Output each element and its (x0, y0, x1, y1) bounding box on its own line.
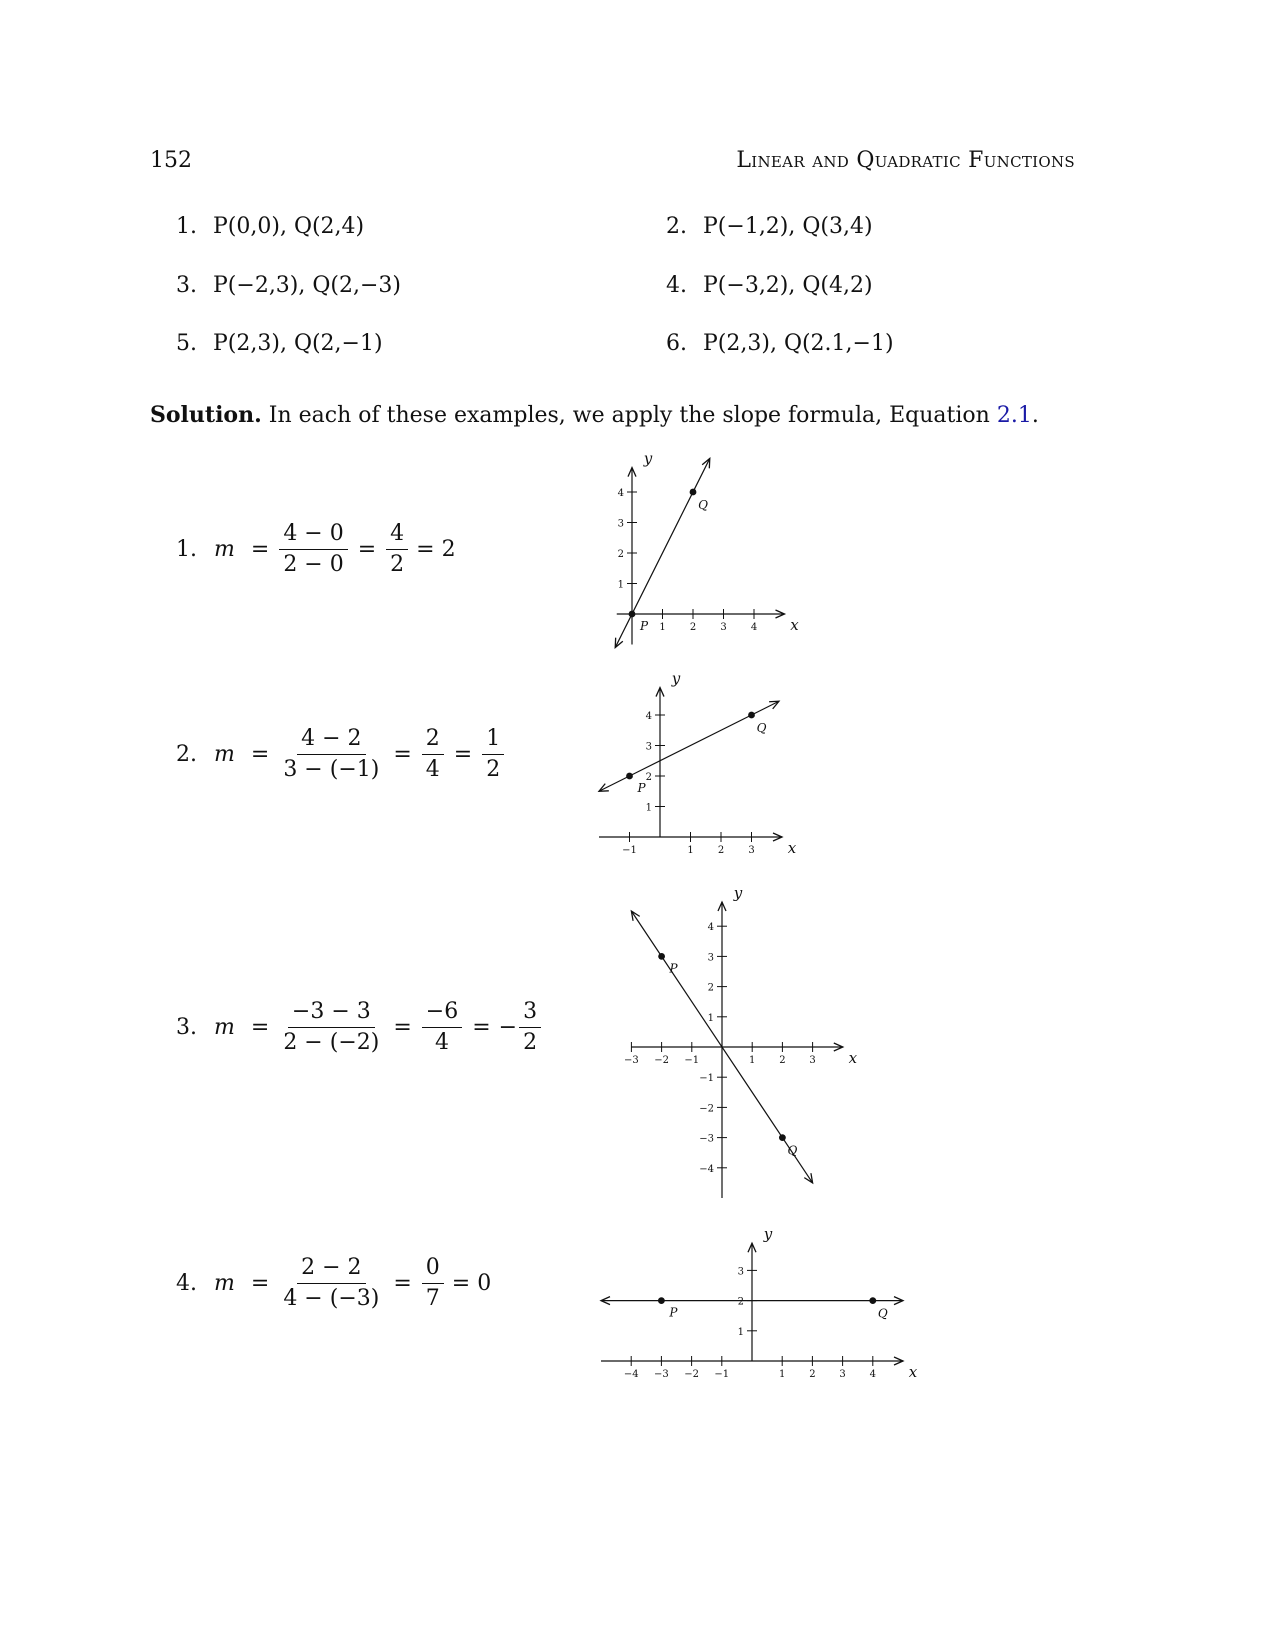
negative-sign: − (498, 1015, 518, 1040)
y-tick-label: 1 (617, 579, 624, 591)
equals-sign: = (453, 742, 473, 767)
problem-number: 4. (666, 273, 687, 298)
x-tick-label: 1 (659, 622, 666, 633)
x-tick-label: 1 (687, 845, 694, 856)
y-tick-label: −4 (699, 1163, 714, 1175)
x-tick-label: 2 (689, 622, 697, 633)
step-number: 1. (176, 537, 197, 562)
fraction-denominator: 3 − (−1) (283, 757, 380, 782)
x-tick-label: 3 (839, 1369, 846, 1380)
x-axis-label: x (787, 839, 797, 857)
y-tick-label: 2 (645, 772, 652, 783)
y-tick-label: 2 (737, 1296, 744, 1308)
fraction-denominator: 4 − (−3) (283, 1286, 380, 1311)
point-label: Q (756, 721, 767, 735)
slope-variable: m (214, 537, 235, 562)
solution-period: . (1031, 403, 1039, 428)
problem-number: 1. (176, 214, 197, 239)
x-axis-label: x (908, 1363, 918, 1381)
fraction-numerator: −6 (422, 998, 462, 1028)
data-point (748, 712, 755, 719)
fraction-denominator: 4 (434, 1030, 449, 1055)
y-tick-label: 3 (737, 1266, 744, 1278)
y-axis-label: y (733, 884, 743, 903)
problem-number: 6. (666, 331, 687, 356)
data-point (626, 773, 633, 780)
point-label: P (639, 619, 649, 633)
fraction-denominator: 2 − 0 (283, 552, 344, 577)
point-label: P (669, 961, 678, 976)
equals-sign: = (357, 537, 377, 562)
problem-text: P(−3,2), Q(4,2) (703, 273, 873, 298)
point-label: P (637, 781, 646, 795)
fraction-numerator: 2 − 2 (297, 1254, 365, 1284)
equation-link[interactable]: 2.1 (996, 403, 1032, 428)
data-point (690, 489, 697, 496)
fraction-numerator: 3 (519, 998, 541, 1028)
fraction-numerator: 0 (422, 1254, 444, 1284)
x-tick-label: −2 (654, 1055, 669, 1066)
slope-result: = 0 (451, 1271, 492, 1296)
equals-sign: = (250, 742, 270, 767)
y-tick-label: 3 (707, 952, 714, 964)
fraction-numerator: 4 − 0 (279, 520, 347, 550)
problem-number: 5. (176, 331, 197, 356)
y-tick-label: 4 (645, 711, 652, 722)
x-tick-label: 3 (748, 845, 755, 856)
equals-sign: = (472, 1015, 491, 1040)
equals-sign: = (250, 537, 270, 562)
problem-number: 2. (666, 214, 687, 239)
x-tick-label: 2 (809, 1369, 816, 1380)
x-tick-label: −4 (623, 1369, 639, 1380)
equals-sign: = (393, 1271, 412, 1296)
x-tick-label: 1 (749, 1055, 756, 1066)
slope-result: = 2 (416, 537, 456, 562)
problem-text: P(0,0), Q(2,4) (213, 214, 365, 239)
x-tick-label: 4 (750, 622, 758, 633)
x-tick-label: −3 (624, 1055, 639, 1066)
fraction-denominator: 7 (425, 1286, 440, 1311)
x-tick-label: 2 (717, 845, 725, 856)
fraction-numerator: 1 (482, 725, 504, 755)
page-number: 152 (150, 148, 192, 173)
point-label: Q (787, 1143, 798, 1158)
problem-number: 3. (176, 273, 197, 298)
x-tick-label: −2 (684, 1369, 699, 1380)
equals-sign: = (393, 742, 412, 767)
equals-sign: = (250, 1271, 270, 1296)
step-number: 2. (176, 742, 197, 767)
y-tick-label: 3 (617, 518, 624, 530)
step-number: 3. (176, 1015, 197, 1040)
x-tick-label: −3 (654, 1369, 669, 1380)
point-label: Q (877, 1306, 888, 1321)
y-tick-label: 4 (707, 922, 714, 934)
step-number: 4. (176, 1271, 197, 1296)
solution-label: Solution. (150, 402, 262, 428)
fraction-denominator: 2 (523, 1030, 538, 1055)
problem-text: P(−1,2), Q(3,4) (703, 214, 873, 239)
slope-variable: m (214, 1015, 235, 1040)
x-tick-label: 4 (869, 1369, 876, 1380)
problem-text: P(2,3), Q(2,−1) (213, 331, 383, 356)
x-axis-label: x (790, 616, 799, 634)
x-tick-label: 3 (809, 1055, 816, 1066)
slope-variable: m (214, 742, 235, 767)
data-point (869, 1297, 876, 1304)
fraction-denominator: 2 (390, 552, 405, 577)
y-tick-label: −1 (699, 1073, 714, 1085)
running-title: Linear and Quadratic Functions (736, 148, 1075, 173)
equals-sign: = (250, 1015, 270, 1040)
data-point (658, 953, 665, 960)
problem-text: P(−2,3), Q(2,−3) (213, 273, 401, 298)
fraction-numerator: 4 (386, 520, 408, 550)
fraction-numerator: −3 − 3 (288, 998, 375, 1028)
y-tick-label: 1 (707, 1012, 714, 1024)
x-tick-label: −1 (622, 845, 637, 856)
problem-text: P(2,3), Q(2.1,−1) (703, 331, 894, 356)
y-axis-label: y (763, 1225, 773, 1244)
point-label: P (669, 1305, 678, 1320)
data-point (658, 1297, 665, 1304)
x-tick-label: 1 (779, 1369, 786, 1380)
fraction-denominator: 2 (486, 757, 501, 782)
fraction-denominator: 2 − (−2) (283, 1030, 380, 1055)
solution-text: In each of these examples, we apply the slope formula, Equation (268, 403, 990, 428)
y-tick-label: 1 (645, 802, 652, 814)
y-tick-label: −3 (699, 1133, 714, 1145)
y-axis-label: y (643, 449, 653, 468)
data-point (779, 1134, 786, 1141)
data-point (629, 611, 636, 618)
equals-sign: = (393, 1015, 412, 1040)
y-axis-label: y (671, 669, 681, 688)
point-label: Q (698, 498, 708, 512)
fraction-numerator: 4 − 2 (297, 725, 365, 755)
y-tick-label: −2 (699, 1103, 714, 1115)
x-axis-label: x (848, 1049, 858, 1067)
fraction-denominator: 4 (425, 757, 440, 782)
y-tick-label: 4 (617, 488, 624, 499)
slope-variable: m (214, 1271, 235, 1296)
y-tick-label: 3 (645, 741, 652, 753)
line-arrow (631, 911, 639, 921)
y-tick-label: 2 (707, 982, 714, 994)
x-tick-label: −1 (714, 1369, 730, 1380)
y-tick-label: 1 (737, 1326, 744, 1338)
x-tick-label: −1 (684, 1055, 700, 1066)
fraction-numerator: 2 (422, 725, 444, 755)
x-tick-label: 3 (720, 622, 727, 633)
x-tick-label: 2 (779, 1055, 786, 1066)
line-arrow (804, 1173, 812, 1183)
y-tick-label: 2 (617, 549, 624, 560)
